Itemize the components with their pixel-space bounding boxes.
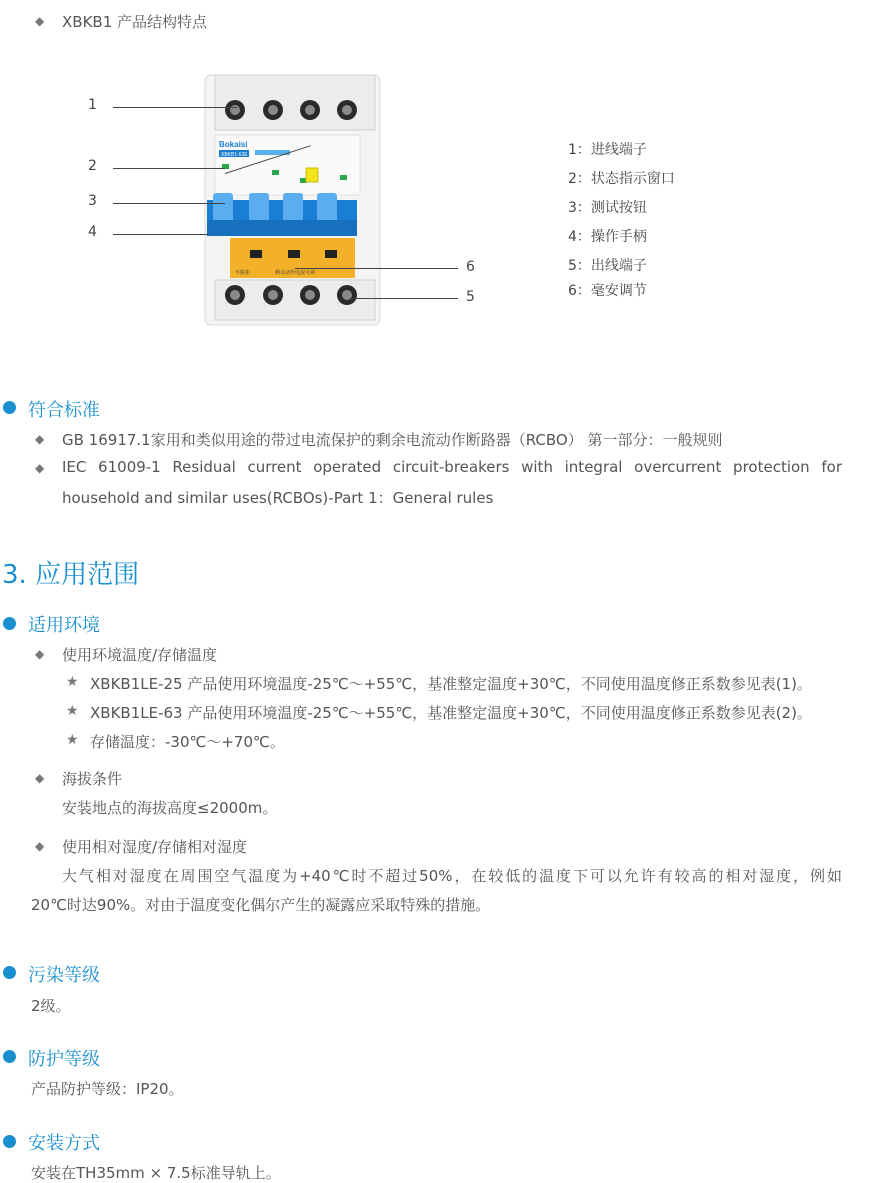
legend-item: 2：状态指示窗口 <box>568 171 675 187</box>
leader-line-5 <box>350 298 458 299</box>
bullet-diamond-icon: ◆ <box>35 771 45 785</box>
bullet-diamond-icon: ◆ <box>35 14 45 28</box>
section-dot-icon <box>3 617 16 630</box>
star-icon: ★ <box>66 674 79 690</box>
leader-line-2 <box>113 168 225 169</box>
knob-label-left: 不脱扣 <box>235 270 251 276</box>
leader-line-4 <box>113 234 209 235</box>
callout-1: 1 <box>88 97 97 113</box>
device-brand: Bokaisi <box>219 140 248 149</box>
altitude-heading: 海拔条件 <box>62 770 123 788</box>
bullet-diamond-icon: ◆ <box>35 432 45 446</box>
leader-line-3 <box>113 203 225 204</box>
standards-title: 符合标准 <box>28 400 100 421</box>
star-icon: ★ <box>66 703 79 719</box>
legend-item: 3：测试按钮 <box>568 200 647 216</box>
standard-iec-line1: IEC 61009-1 Residual current operated circuit-breakers with integral overcurrent protection for <box>62 458 842 476</box>
legend-item: 6：毫安调节 <box>568 283 647 299</box>
star-icon: ★ <box>66 732 79 748</box>
callout-6: 6 <box>466 259 475 275</box>
storage-temp: 存储温度：-30℃～+70℃。 <box>90 733 285 751</box>
standard-iec-line2: household and similar uses(RCBOs)-Part 1：General rules <box>62 489 494 507</box>
callout-4: 4 <box>88 224 97 240</box>
section-dot-icon <box>3 966 16 979</box>
pollution-title: 污染等级 <box>28 965 100 986</box>
temp-item-25: XBKB1LE-25 产品使用环境温度-25℃～+55℃，基准整定温度+30℃，不同使用温度修正系数参见表(1)。 <box>90 675 812 693</box>
callout-3: 3 <box>88 193 97 209</box>
pollution-text: 2级。 <box>31 997 71 1015</box>
section-dot-icon <box>3 1135 16 1148</box>
device-model-badge: XBKB1-63E <box>221 152 248 158</box>
bullet-diamond-icon: ◆ <box>35 647 45 661</box>
protection-text: 产品防护等级：IP20。 <box>31 1080 184 1098</box>
structure-legend <box>568 139 675 300</box>
installation-title: 安装方式 <box>28 1133 100 1154</box>
bullet-diamond-icon: ◆ <box>35 839 45 853</box>
section-dot-icon <box>3 401 16 414</box>
temp-item-63: XBKB1LE-63 产品使用环境温度-25℃～+55℃，基准整定温度+30℃，不同使用温度修正系数参见表(2)。 <box>90 704 812 722</box>
standard-gb: GB 16917.1家用和类似用途的带过电流保护的剩余电流动作断路器（RCBO） 第一部分：一般规则 <box>62 431 723 449</box>
humidity-heading: 使用相对湿度/存储相对湿度 <box>62 838 248 856</box>
knob-label-mid: 剩余动作电流可调 <box>275 270 316 276</box>
legend-item: 4：操作手柄 <box>568 229 647 245</box>
legend-item: 5：出线端子 <box>568 258 647 274</box>
structure-heading: XBKB1 产品结构特点 <box>62 13 208 31</box>
humidity-line1: 大气相对湿度在周围空气温度为+40℃时不超过50%，在较低的温度下可以允许有较高的相对湿度，例如 <box>62 867 842 885</box>
humidity-line2: 20℃时达90%。对由于温度变化偶尔产生的凝露应采取特殊的措施。 <box>31 896 491 914</box>
callout-5: 5 <box>466 289 475 305</box>
altitude-text: 安装地点的海拔高度≤2000m。 <box>62 799 278 817</box>
leader-line-1 <box>113 107 237 108</box>
application-title: 3. 应用范围 <box>2 560 140 590</box>
protection-title: 防护等级 <box>28 1049 100 1070</box>
rcbo-device-image <box>195 60 395 330</box>
callout-2: 2 <box>88 158 97 174</box>
installation-text: 安装在TH35mm × 7.5标准导轨上。 <box>31 1164 281 1182</box>
environment-title: 适用环境 <box>28 615 100 636</box>
temp-heading: 使用环境温度/存储温度 <box>62 646 218 664</box>
bullet-diamond-icon: ◆ <box>35 461 45 475</box>
legend-item: 1：进线端子 <box>568 142 647 158</box>
section-dot-icon <box>3 1050 16 1063</box>
leader-line-6 <box>295 268 458 269</box>
